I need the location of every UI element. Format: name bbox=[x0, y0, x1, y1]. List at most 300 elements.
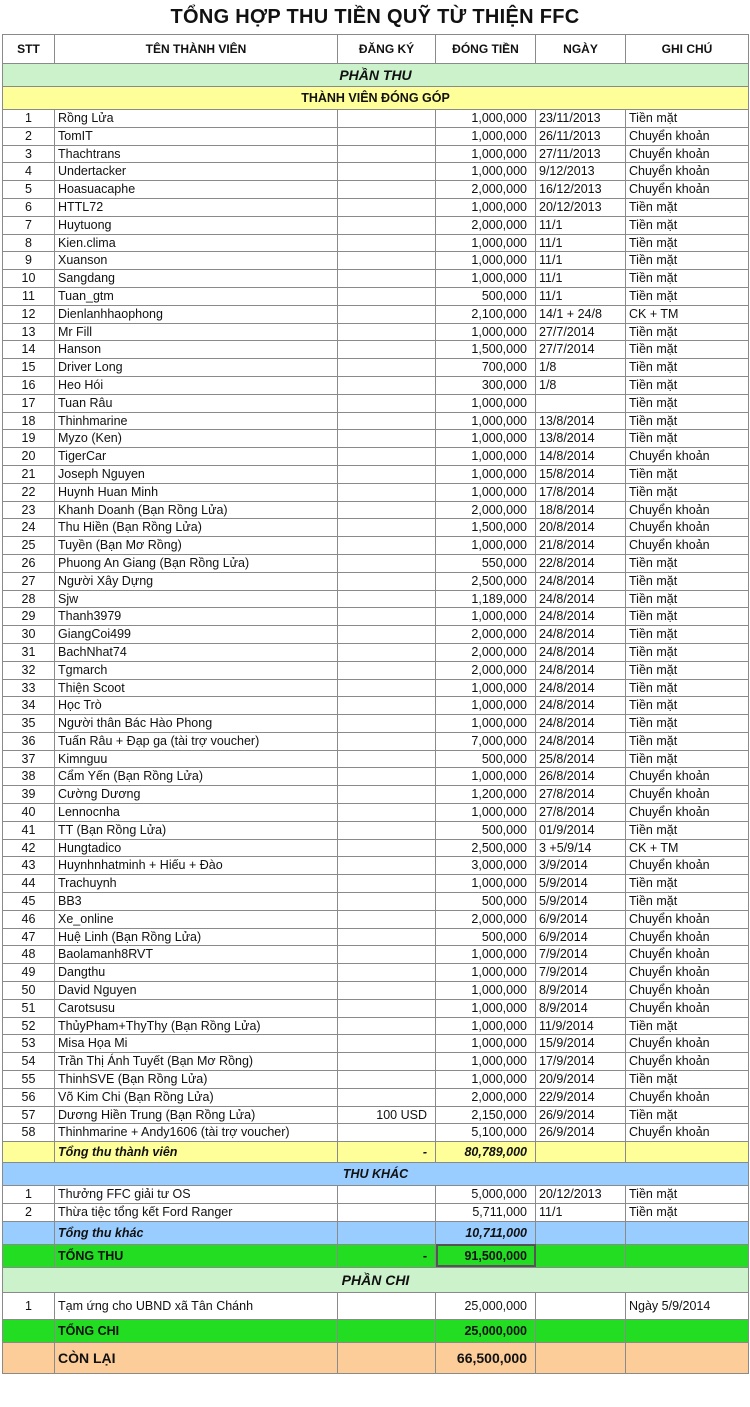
cell-register bbox=[338, 875, 436, 893]
cell-amount: 5,000,000 bbox=[436, 1186, 536, 1204]
cell-name: Baolamanh8RVT bbox=[55, 946, 338, 964]
cell-amount: 1,000,000 bbox=[436, 163, 536, 181]
cell-date: 11/1 bbox=[536, 1204, 626, 1222]
cell-register bbox=[338, 697, 436, 715]
cell-date: 24/8/2014 bbox=[536, 608, 626, 626]
member-row bbox=[3, 501, 749, 519]
cell-date: 20/12/2013 bbox=[536, 198, 626, 216]
cell-name: Thiện Scoot bbox=[55, 679, 338, 697]
cell-name: Misa Họa Mi bbox=[55, 1035, 338, 1053]
cell-stt: 11 bbox=[3, 287, 55, 305]
member-row bbox=[3, 839, 749, 857]
cell-stt: 18 bbox=[3, 412, 55, 430]
cell-name: Phuong An Giang (Bạn Rồng Lửa) bbox=[55, 554, 338, 572]
cell-amount: 1,000,000 bbox=[436, 1017, 536, 1035]
cell-note: Tiền mặt bbox=[626, 110, 749, 128]
member-row bbox=[3, 661, 749, 679]
fund-table bbox=[2, 34, 749, 1374]
cell-date: 11/1 bbox=[536, 287, 626, 305]
cell-amount: 1,000,000 bbox=[436, 679, 536, 697]
col-header-amount: ĐÓNG TIỀN bbox=[436, 35, 536, 64]
cell-amount: 1,000,000 bbox=[436, 465, 536, 483]
member-row bbox=[3, 786, 749, 804]
cell-register bbox=[338, 679, 436, 697]
cell-stt: 53 bbox=[3, 1035, 55, 1053]
cell-amount: 2,000,000 bbox=[436, 643, 536, 661]
cell-name: BB3 bbox=[55, 893, 338, 911]
balance-row bbox=[3, 1342, 749, 1373]
cell-note: Tiền mặt bbox=[626, 216, 749, 234]
cell-name: Thinhmarine bbox=[55, 412, 338, 430]
cell-date: 24/8/2014 bbox=[536, 590, 626, 608]
cell-register bbox=[338, 1088, 436, 1106]
cell-stt: 23 bbox=[3, 501, 55, 519]
cell-name: Heo Hói bbox=[55, 376, 338, 394]
cell-amount: 1,000,000 bbox=[436, 537, 536, 555]
cell-name: Hanson bbox=[55, 341, 338, 359]
cell-date: 6/9/2014 bbox=[536, 928, 626, 946]
cell-note: Chuyển khoản bbox=[626, 946, 749, 964]
cell-note: Chuyển khoản bbox=[626, 964, 749, 982]
cell-name: Võ Kim Chi (Bạn Rồng Lửa) bbox=[55, 1088, 338, 1106]
cell-date: 7/9/2014 bbox=[536, 946, 626, 964]
cell-name: Tuan_gtm bbox=[55, 287, 338, 305]
cell-register bbox=[338, 270, 436, 288]
cell-stt: 44 bbox=[3, 875, 55, 893]
cell-stt: 46 bbox=[3, 910, 55, 928]
cell-note: Chuyển khoản bbox=[626, 519, 749, 537]
cell-note: Chuyển khoản bbox=[626, 1124, 749, 1142]
cell-stt: 1 bbox=[3, 1292, 55, 1319]
cell-note: Tiền mặt bbox=[626, 679, 749, 697]
cell-amount: 1,000,000 bbox=[436, 999, 536, 1017]
cell-register bbox=[338, 643, 436, 661]
cell-name: Người Xây Dựng bbox=[55, 572, 338, 590]
total-other-row bbox=[3, 1221, 749, 1244]
cell-name: Sjw bbox=[55, 590, 338, 608]
cell-register bbox=[338, 163, 436, 181]
cell-register bbox=[338, 982, 436, 1000]
cell-register bbox=[338, 287, 436, 305]
cell-name: Tuan Râu bbox=[55, 394, 338, 412]
cell-name: Tuyền (Bạn Mơ Rồng) bbox=[55, 537, 338, 555]
cell-note: Chuyển khoản bbox=[626, 163, 749, 181]
cell-name: Huynhnhatminh + Hiếu + Đào bbox=[55, 857, 338, 875]
cell-amount: 1,000,000 bbox=[436, 412, 536, 430]
cell-date: 27/8/2014 bbox=[536, 786, 626, 804]
member-row bbox=[3, 715, 749, 733]
cell-name: Xuanson bbox=[55, 252, 338, 270]
cell-amount: 5,711,000 bbox=[436, 1204, 536, 1222]
cell-note: Ngày 5/9/2014 bbox=[626, 1292, 749, 1319]
cell-amount: 2,000,000 bbox=[436, 910, 536, 928]
cell-date: 26/8/2014 bbox=[536, 768, 626, 786]
cell-register bbox=[338, 821, 436, 839]
cell-date: 22/9/2014 bbox=[536, 1088, 626, 1106]
cell-amount: 1,000,000 bbox=[436, 1053, 536, 1071]
other-income-row bbox=[3, 1204, 749, 1222]
cell-amount: 25,000,000 bbox=[436, 1292, 536, 1319]
cell-name: Thu Hiền (Bạn Rồng Lửa) bbox=[55, 519, 338, 537]
total-register: - bbox=[338, 1244, 436, 1267]
cell-note: Tiền mặt bbox=[626, 483, 749, 501]
member-row bbox=[3, 768, 749, 786]
member-row bbox=[3, 804, 749, 822]
cell-name: Carotsusu bbox=[55, 999, 338, 1017]
cell-date: 11/1 bbox=[536, 234, 626, 252]
cell-note: Tiền mặt bbox=[626, 821, 749, 839]
cell-empty bbox=[3, 1244, 55, 1267]
cell-stt: 7 bbox=[3, 216, 55, 234]
total-amount: 25,000,000 bbox=[436, 1319, 536, 1342]
cell-register bbox=[338, 946, 436, 964]
cell-name: Mr Fill bbox=[55, 323, 338, 341]
member-row bbox=[3, 964, 749, 982]
cell-amount: 1,000,000 bbox=[436, 1035, 536, 1053]
cell-stt: 42 bbox=[3, 839, 55, 857]
cell-amount: 1,000,000 bbox=[436, 946, 536, 964]
cell-register bbox=[338, 1204, 436, 1222]
cell-date bbox=[536, 1292, 626, 1319]
cell-date: 20/9/2014 bbox=[536, 1071, 626, 1089]
cell-register bbox=[338, 839, 436, 857]
cell-stt: 12 bbox=[3, 305, 55, 323]
cell-empty bbox=[3, 1142, 55, 1163]
cell-name: Thachtrans bbox=[55, 145, 338, 163]
cell-name: Huytuong bbox=[55, 216, 338, 234]
cell-name: Sangdang bbox=[55, 270, 338, 288]
cell-stt: 29 bbox=[3, 608, 55, 626]
member-row bbox=[3, 1053, 749, 1071]
member-row bbox=[3, 394, 749, 412]
cell-date: 24/8/2014 bbox=[536, 572, 626, 590]
member-row bbox=[3, 1071, 749, 1089]
member-row bbox=[3, 626, 749, 644]
cell-register bbox=[338, 804, 436, 822]
member-row bbox=[3, 1088, 749, 1106]
cell-note: Tiền mặt bbox=[626, 608, 749, 626]
cell-empty bbox=[626, 1342, 749, 1373]
cell-amount: 2,000,000 bbox=[436, 626, 536, 644]
member-row bbox=[3, 910, 749, 928]
cell-amount: 1,000,000 bbox=[436, 483, 536, 501]
cell-note: Chuyển khoản bbox=[626, 537, 749, 555]
cell-stt: 2 bbox=[3, 127, 55, 145]
cell-date: 3 +5/9/14 bbox=[536, 839, 626, 857]
cell-stt: 57 bbox=[3, 1106, 55, 1124]
cell-name: Thanh3979 bbox=[55, 608, 338, 626]
cell-amount: 1,189,000 bbox=[436, 590, 536, 608]
cell-amount: 1,000,000 bbox=[436, 1071, 536, 1089]
member-row bbox=[3, 1035, 749, 1053]
cell-date: 24/8/2014 bbox=[536, 643, 626, 661]
cell-register bbox=[338, 1186, 436, 1204]
cell-register bbox=[338, 768, 436, 786]
member-row bbox=[3, 821, 749, 839]
member-row bbox=[3, 643, 749, 661]
cell-note: Tiền mặt bbox=[626, 252, 749, 270]
cell-name: Dienlanhhaophong bbox=[55, 305, 338, 323]
section-thu-khac bbox=[3, 1163, 749, 1186]
cell-empty bbox=[3, 1319, 55, 1342]
member-row bbox=[3, 608, 749, 626]
cell-note: Tiền mặt bbox=[626, 697, 749, 715]
cell-name: HTTL72 bbox=[55, 198, 338, 216]
cell-date: 11/9/2014 bbox=[536, 1017, 626, 1035]
cell-register bbox=[338, 1292, 436, 1319]
cell-note: Chuyển khoản bbox=[626, 910, 749, 928]
cell-note: Tiền mặt bbox=[626, 323, 749, 341]
cell-note: Chuyển khoản bbox=[626, 1053, 749, 1071]
cell-stt: 4 bbox=[3, 163, 55, 181]
cell-register bbox=[338, 893, 436, 911]
cell-note: Chuyển khoản bbox=[626, 145, 749, 163]
cell-note: Chuyển khoản bbox=[626, 768, 749, 786]
cell-name: Trần Thị Ánh Tuyết (Bạn Mơ Rồng) bbox=[55, 1053, 338, 1071]
cell-stt: 31 bbox=[3, 643, 55, 661]
cell-date: 20/12/2013 bbox=[536, 1186, 626, 1204]
cell-stt: 5 bbox=[3, 181, 55, 199]
cell-name: Kimnguu bbox=[55, 750, 338, 768]
cell-date: 14/8/2014 bbox=[536, 448, 626, 466]
col-header-register: ĐĂNG KÝ bbox=[338, 35, 436, 64]
cell-stt: 21 bbox=[3, 465, 55, 483]
cell-register bbox=[338, 590, 436, 608]
cell-stt: 39 bbox=[3, 786, 55, 804]
cell-register bbox=[338, 1124, 436, 1142]
cell-note: Tiền mặt bbox=[626, 590, 749, 608]
col-header-date: NGÀY bbox=[536, 35, 626, 64]
cell-name: Cường Dương bbox=[55, 786, 338, 804]
cell-date: 25/8/2014 bbox=[536, 750, 626, 768]
total-register bbox=[338, 1319, 436, 1342]
cell-register bbox=[338, 465, 436, 483]
cell-register bbox=[338, 145, 436, 163]
cell-amount: 2,500,000 bbox=[436, 839, 536, 857]
cell-date: 21/8/2014 bbox=[536, 537, 626, 555]
cell-note: Chuyển khoản bbox=[626, 982, 749, 1000]
total-label: Tổng thu khác bbox=[55, 1221, 338, 1244]
cell-stt: 15 bbox=[3, 359, 55, 377]
cell-stt: 10 bbox=[3, 270, 55, 288]
cell-note: Chuyển khoản bbox=[626, 181, 749, 199]
member-row bbox=[3, 519, 749, 537]
cell-name: Xe_online bbox=[55, 910, 338, 928]
cell-empty bbox=[626, 1319, 749, 1342]
cell-empty bbox=[536, 1342, 626, 1373]
cell-stt: 32 bbox=[3, 661, 55, 679]
cell-date: 27/11/2013 bbox=[536, 145, 626, 163]
cell-stt: 1 bbox=[3, 110, 55, 128]
cell-amount: 500,000 bbox=[436, 287, 536, 305]
cell-stt: 24 bbox=[3, 519, 55, 537]
cell-amount: 1,200,000 bbox=[436, 786, 536, 804]
cell-date: 26/11/2013 bbox=[536, 127, 626, 145]
cell-date: 20/8/2014 bbox=[536, 519, 626, 537]
cell-stt: 38 bbox=[3, 768, 55, 786]
cell-register bbox=[338, 608, 436, 626]
cell-date bbox=[536, 394, 626, 412]
section-phan-chi bbox=[3, 1267, 749, 1292]
cell-stt: 50 bbox=[3, 982, 55, 1000]
cell-name: Joseph Nguyen bbox=[55, 465, 338, 483]
cell-stt: 52 bbox=[3, 1017, 55, 1035]
cell-note: Tiền mặt bbox=[626, 1106, 749, 1124]
cell-stt: 8 bbox=[3, 234, 55, 252]
cell-note: Tiền mặt bbox=[626, 572, 749, 590]
cell-register bbox=[338, 341, 436, 359]
cell-amount: 1,000,000 bbox=[436, 394, 536, 412]
member-row bbox=[3, 287, 749, 305]
cell-note: CK + TM bbox=[626, 305, 749, 323]
sheet-title: TỔNG HỢP THU TIỀN QUỸ TỪ THIỆN FFC bbox=[170, 6, 580, 28]
cell-note: Tiền mặt bbox=[626, 394, 749, 412]
cell-stt: 47 bbox=[3, 928, 55, 946]
member-row bbox=[3, 341, 749, 359]
cell-name: Myzo (Ken) bbox=[55, 430, 338, 448]
grand-income-row bbox=[3, 1244, 749, 1267]
total-amount: 80,789,000 bbox=[436, 1142, 536, 1163]
cell-note: Tiền mặt bbox=[626, 412, 749, 430]
cell-stt: 14 bbox=[3, 341, 55, 359]
cell-amount: 500,000 bbox=[436, 750, 536, 768]
member-row bbox=[3, 679, 749, 697]
section-thu-khac-label: THU KHÁC bbox=[3, 1163, 749, 1186]
total-amount: 91,500,000 bbox=[436, 1244, 536, 1267]
cell-stt: 58 bbox=[3, 1124, 55, 1142]
cell-empty bbox=[626, 1142, 749, 1163]
cell-amount: 1,000,000 bbox=[436, 198, 536, 216]
cell-stt: 43 bbox=[3, 857, 55, 875]
cell-date: 5/9/2014 bbox=[536, 893, 626, 911]
member-row bbox=[3, 697, 749, 715]
cell-date: 27/8/2014 bbox=[536, 804, 626, 822]
cell-date: 24/8/2014 bbox=[536, 661, 626, 679]
cell-stt: 9 bbox=[3, 252, 55, 270]
cell-note: Tiền mặt bbox=[626, 465, 749, 483]
cell-date: 11/1 bbox=[536, 252, 626, 270]
member-row bbox=[3, 537, 749, 555]
cell-note: Tiền mặt bbox=[626, 554, 749, 572]
cell-empty bbox=[536, 1221, 626, 1244]
member-row bbox=[3, 750, 749, 768]
cell-register bbox=[338, 376, 436, 394]
cell-register bbox=[338, 715, 436, 733]
cell-register bbox=[338, 252, 436, 270]
cell-register bbox=[338, 198, 436, 216]
member-row bbox=[3, 359, 749, 377]
member-row bbox=[3, 234, 749, 252]
member-row bbox=[3, 483, 749, 501]
cell-date: 14/1 + 24/8 bbox=[536, 305, 626, 323]
cell-name: Huynh Huan Minh bbox=[55, 483, 338, 501]
cell-name: Rồng Lửa bbox=[55, 110, 338, 128]
cell-note: Chuyển khoản bbox=[626, 501, 749, 519]
cell-amount: 500,000 bbox=[436, 928, 536, 946]
cell-date: 22/8/2014 bbox=[536, 554, 626, 572]
cell-stt: 3 bbox=[3, 145, 55, 163]
cell-date: 18/8/2014 bbox=[536, 501, 626, 519]
cell-empty bbox=[536, 1142, 626, 1163]
cell-register bbox=[338, 572, 436, 590]
cell-amount: 7,000,000 bbox=[436, 732, 536, 750]
cell-register bbox=[338, 216, 436, 234]
cell-date: 17/8/2014 bbox=[536, 483, 626, 501]
member-row bbox=[3, 323, 749, 341]
cell-stt: 55 bbox=[3, 1071, 55, 1089]
cell-date: 27/7/2014 bbox=[536, 323, 626, 341]
cell-register bbox=[338, 234, 436, 252]
cell-date: 16/12/2013 bbox=[536, 181, 626, 199]
cell-amount: 3,000,000 bbox=[436, 857, 536, 875]
cell-name: Học Trò bbox=[55, 697, 338, 715]
member-row bbox=[3, 875, 749, 893]
cell-amount: 5,100,000 bbox=[436, 1124, 536, 1142]
cell-name: Người thân Bác Hào Phong bbox=[55, 715, 338, 733]
cell-register bbox=[338, 110, 436, 128]
cell-date: 8/9/2014 bbox=[536, 999, 626, 1017]
total-label: TỔNG THU bbox=[55, 1244, 338, 1267]
cell-note: Chuyển khoản bbox=[626, 786, 749, 804]
cell-note: Tiền mặt bbox=[626, 376, 749, 394]
cell-amount: 1,000,000 bbox=[436, 804, 536, 822]
cell-name: Tuấn Râu + Đạp ga (tài trợ voucher) bbox=[55, 732, 338, 750]
cell-stt: 33 bbox=[3, 679, 55, 697]
cell-note: Tiền mặt bbox=[626, 1186, 749, 1204]
cell-note: Chuyển khoản bbox=[626, 1035, 749, 1053]
cell-register bbox=[338, 181, 436, 199]
cell-note: Chuyển khoản bbox=[626, 804, 749, 822]
cell-stt: 28 bbox=[3, 590, 55, 608]
total-label: TỔNG CHI bbox=[55, 1319, 338, 1342]
cell-name: David Nguyen bbox=[55, 982, 338, 1000]
cell-name: Huệ Linh (Bạn Rồng Lửa) bbox=[55, 928, 338, 946]
cell-amount: 2,500,000 bbox=[436, 572, 536, 590]
total-register bbox=[338, 1342, 436, 1373]
cell-stt: 30 bbox=[3, 626, 55, 644]
cell-register bbox=[338, 127, 436, 145]
cell-register bbox=[338, 483, 436, 501]
header-row bbox=[3, 35, 749, 64]
member-row bbox=[3, 198, 749, 216]
cell-register bbox=[338, 412, 436, 430]
cell-date: 23/11/2013 bbox=[536, 110, 626, 128]
cell-stt: 19 bbox=[3, 430, 55, 448]
cell-amount: 500,000 bbox=[436, 893, 536, 911]
cell-stt: 48 bbox=[3, 946, 55, 964]
cell-stt: 25 bbox=[3, 537, 55, 555]
member-row bbox=[3, 999, 749, 1017]
cell-stt: 40 bbox=[3, 804, 55, 822]
cell-date: 24/8/2014 bbox=[536, 697, 626, 715]
cell-name: Trachuynh bbox=[55, 875, 338, 893]
cell-register bbox=[338, 857, 436, 875]
cell-name: BachNhat74 bbox=[55, 643, 338, 661]
cell-amount: 700,000 bbox=[436, 359, 536, 377]
cell-stt: 54 bbox=[3, 1053, 55, 1071]
cell-date: 24/8/2014 bbox=[536, 732, 626, 750]
cell-name: Khanh Doanh (Bạn Rồng Lửa) bbox=[55, 501, 338, 519]
cell-date: 11/1 bbox=[536, 270, 626, 288]
cell-empty bbox=[626, 1221, 749, 1244]
member-row bbox=[3, 163, 749, 181]
cell-note: Tiền mặt bbox=[626, 430, 749, 448]
member-row bbox=[3, 1017, 749, 1035]
cell-name: Thưởng FFC giải tư OS bbox=[55, 1186, 338, 1204]
cell-register bbox=[338, 430, 436, 448]
cell-register bbox=[338, 750, 436, 768]
cell-note: Tiền mặt bbox=[626, 270, 749, 288]
